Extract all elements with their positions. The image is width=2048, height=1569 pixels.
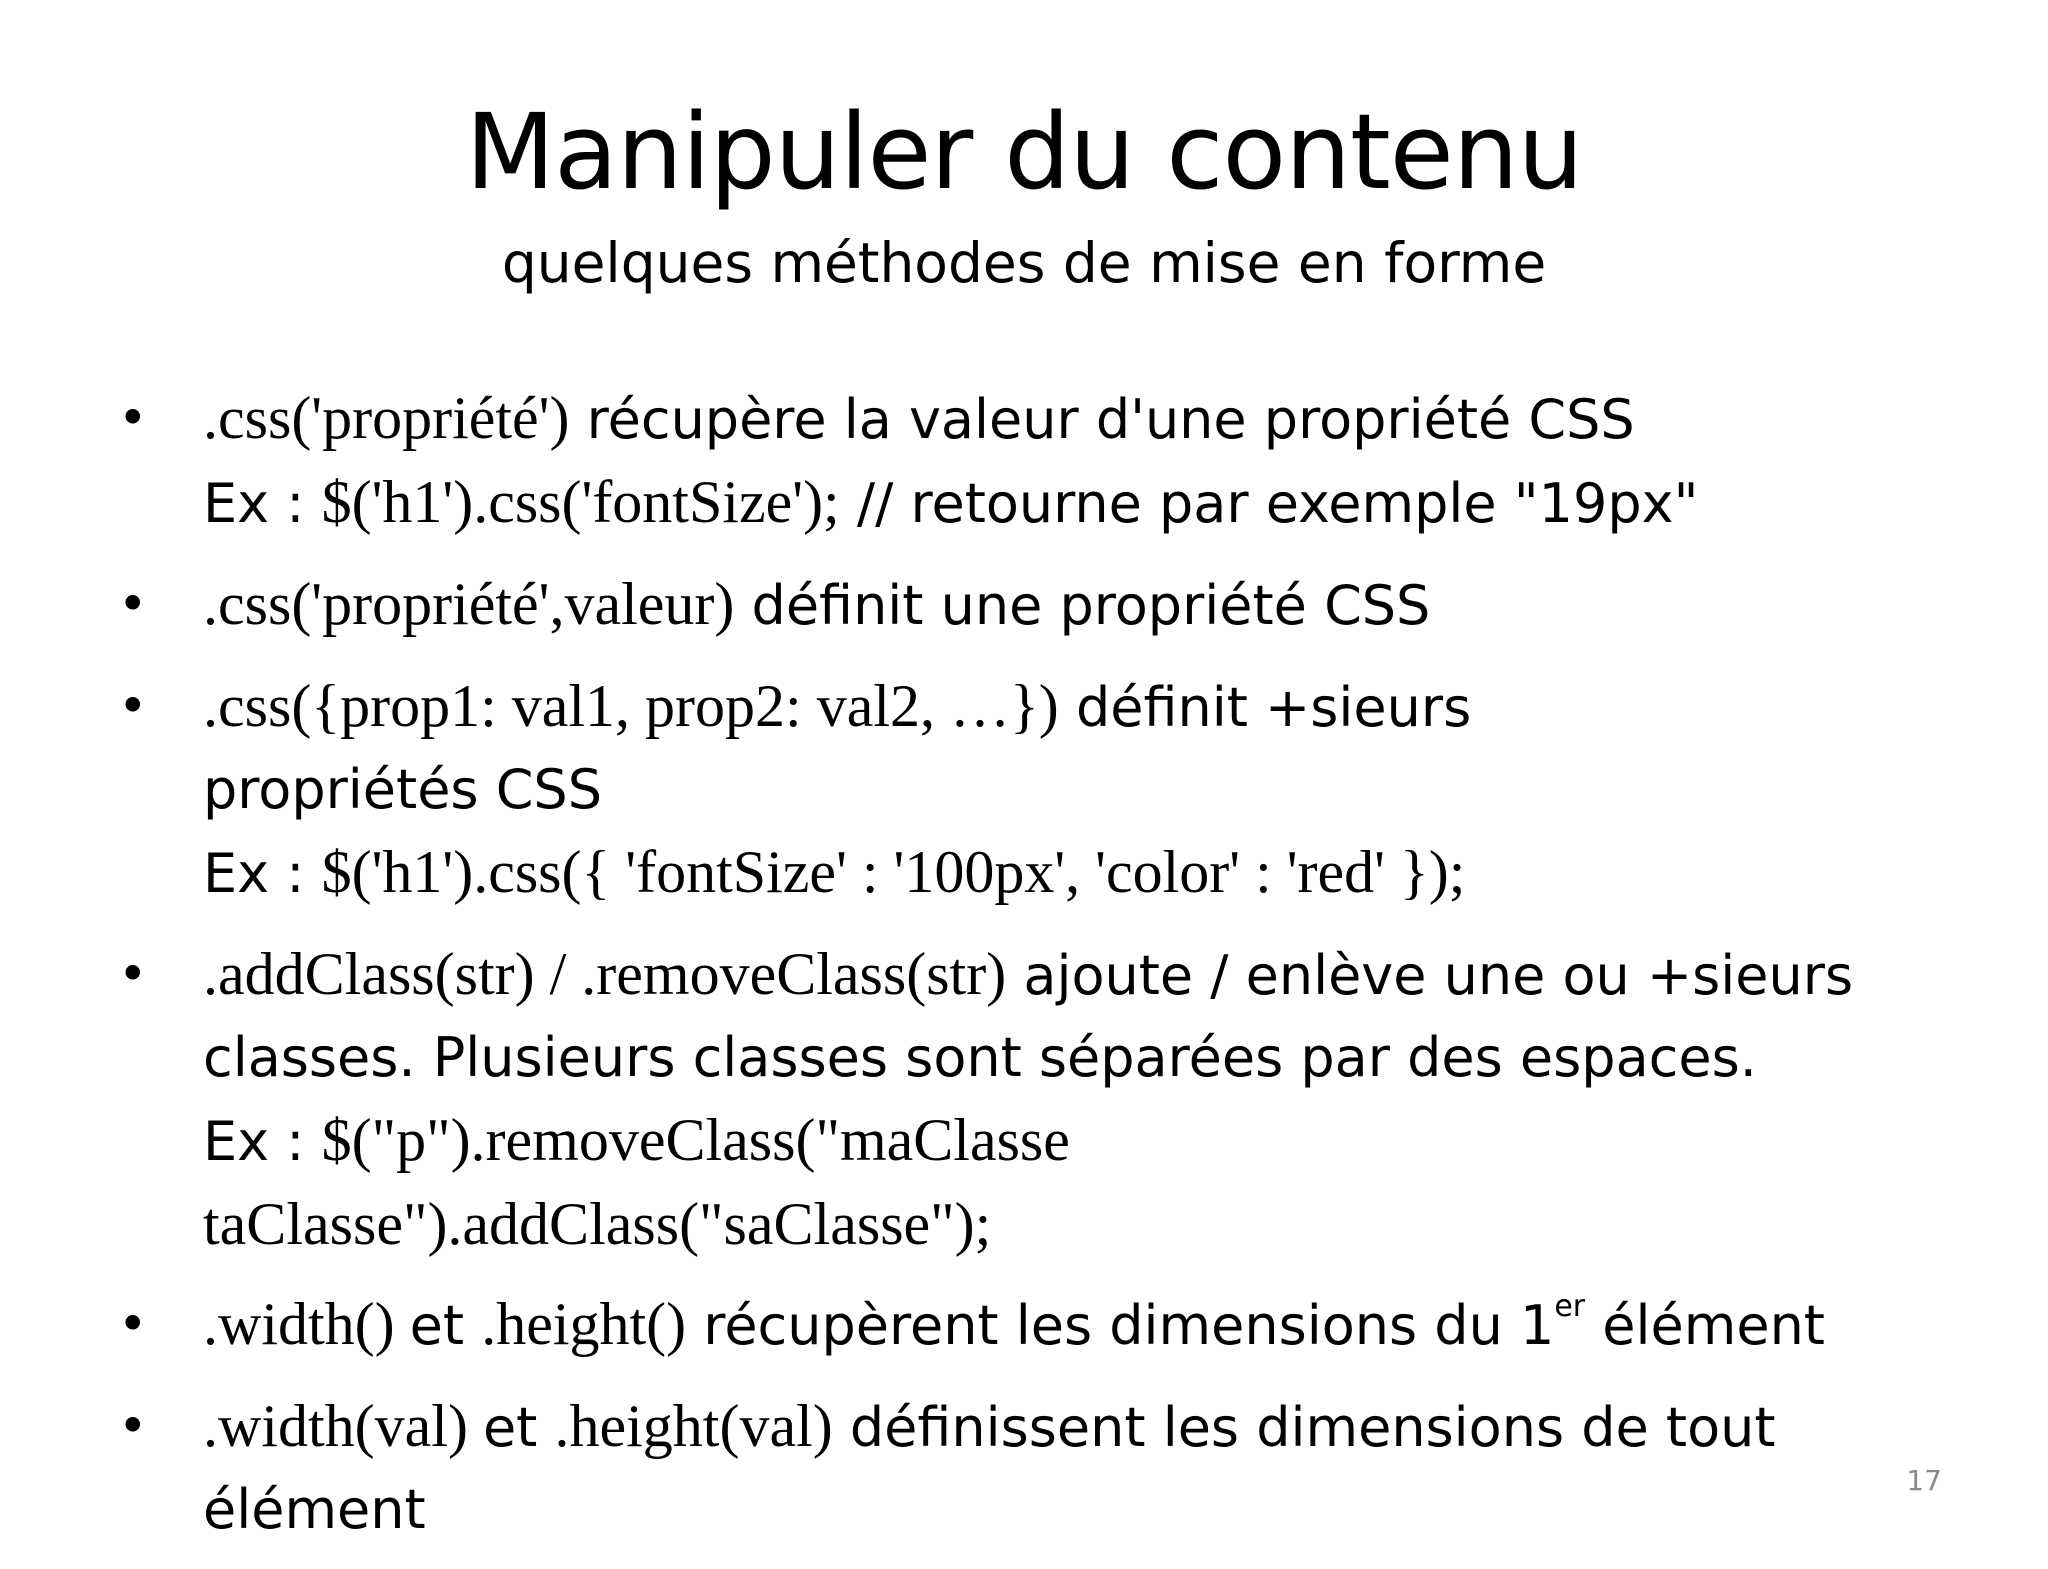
description-continuation: élément: [203, 1478, 426, 1541]
bullet-item-css-multiple: [118, 665, 2018, 915]
code-fragment: .width(val): [203, 1393, 483, 1459]
slide-title: Manipuler du contenu: [465, 91, 1583, 213]
description-text: récupère la valeur d'une propriété CSS: [569, 388, 1635, 451]
bullet-line: [203, 665, 2018, 749]
bullet-dot: •: [118, 1397, 148, 1455]
example-line: [203, 1099, 2018, 1183]
code-fragment: .width(): [203, 1291, 410, 1357]
example-line: [203, 461, 2018, 545]
bullet-item-dimensions-get: [118, 1283, 2018, 1367]
bullet-dot: •: [118, 575, 148, 633]
bullet-dot: •: [118, 677, 148, 735]
description-text: définit +sieurs: [1058, 676, 1472, 739]
example-prefix: Ex :: [203, 842, 322, 905]
description-continuation: propriétés CSS: [203, 758, 602, 821]
code-fragment: .height(): [481, 1291, 687, 1357]
description-text: définit une propriété CSS: [734, 574, 1431, 637]
bullet-line: [203, 563, 2018, 647]
code-fragment: .css('propriété'): [203, 385, 570, 451]
example-code: $("p").removeClass("maClasse: [321, 1107, 1070, 1173]
description-continuation: classes. Plusieurs classes sont séparées par des espaces.: [203, 1026, 1757, 1089]
example-comment: // retourne par exemple "19px": [839, 472, 1699, 535]
bullet-item-css-set: [118, 563, 2018, 647]
bullet-list: [118, 377, 2018, 1569]
description-text: ajoute / enlève une ou +sieurs: [1006, 944, 1854, 1007]
bullet-item-dimensions-set: [118, 1385, 2018, 1551]
bullet-item-css-get: [118, 377, 2018, 545]
example-code: $('h1').css({ 'fontSize' : '100px', 'color' : 'red' });: [321, 839, 1466, 905]
example-code: $('h1').css('fontSize');: [321, 469, 840, 535]
bullet-dot: •: [118, 945, 148, 1003]
example-line: [203, 831, 2018, 915]
example-code-continuation: taClasse").addClass("saClasse");: [203, 1191, 992, 1257]
code-fragment: .height(val): [554, 1393, 833, 1459]
superscript-text: er: [1554, 1289, 1586, 1324]
description-text: et: [482, 1396, 555, 1459]
description-text: récupèrent les dimensions du 1: [686, 1294, 1555, 1357]
description-text: élément: [1585, 1294, 1825, 1357]
bullet-line: [203, 1385, 2018, 1469]
bullet-dot: •: [118, 389, 148, 447]
page-number: 17: [1906, 1464, 1942, 1497]
bullet-line: [203, 1283, 2018, 1367]
example-prefix: Ex :: [203, 1110, 322, 1173]
description-text: définissent les dimensions de tout: [832, 1396, 1776, 1459]
code-fragment: .addClass(str) / .removeClass(str): [203, 941, 1007, 1007]
bullet-item-add-remove-class: [118, 933, 2018, 1265]
bullet-line: [203, 377, 2018, 461]
slide-subtitle: quelques méthodes de mise en forme: [501, 231, 1547, 295]
example-prefix: Ex :: [203, 472, 322, 535]
code-fragment: .css('propriété',valeur): [203, 571, 735, 637]
code-fragment: .css({prop1: val1, prop2: val2, …}): [203, 673, 1059, 739]
description-text: et: [409, 1294, 482, 1357]
bullet-line: [203, 933, 2018, 1017]
bullet-dot: •: [118, 1295, 148, 1353]
